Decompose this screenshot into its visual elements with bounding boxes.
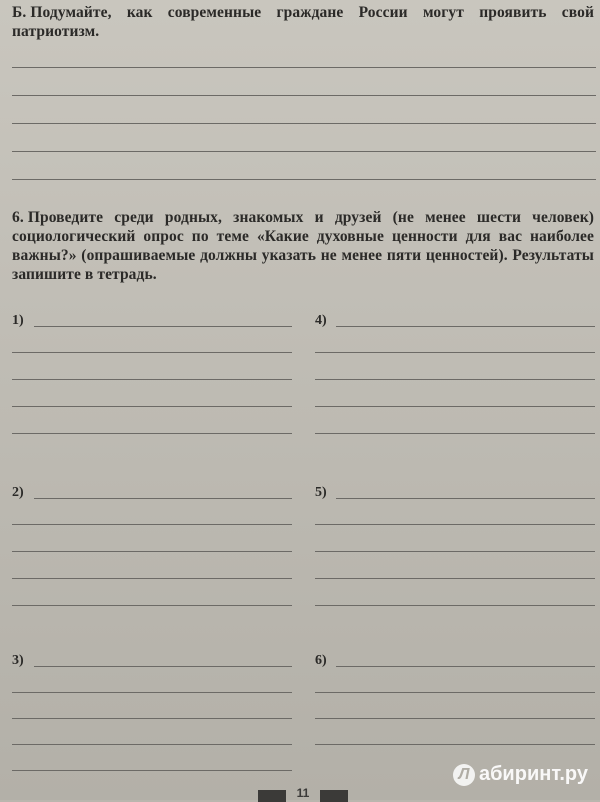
task-b	[12, 3, 594, 41]
answer-line[interactable]	[12, 123, 596, 124]
task-6-text: Проведите среди родных, знакомых и друзей (не менее шести человек) социологический опрос по теме «Какие духовные ценности для вас наиболее важны?» (опрашиваемые должны указать не менее пяти ценностей). Результаты запишите в тетрадь.	[12, 209, 594, 283]
answer-line[interactable]	[34, 326, 292, 327]
answer-line[interactable]	[315, 605, 595, 606]
footer-bar-left	[258, 790, 286, 802]
answer-line[interactable]	[315, 433, 595, 434]
slot-label-4: 4)	[315, 313, 327, 328]
answer-line[interactable]	[12, 744, 292, 745]
answer-line[interactable]	[336, 326, 595, 327]
answer-line[interactable]	[12, 718, 292, 719]
page-number: 11	[296, 786, 310, 800]
footer-bar-right	[320, 790, 348, 802]
answer-line[interactable]	[12, 352, 292, 353]
answer-line[interactable]	[12, 551, 292, 552]
answer-line[interactable]	[315, 578, 595, 579]
answer-line[interactable]	[12, 151, 596, 152]
slot-label-1: 1)	[12, 313, 24, 328]
answer-line[interactable]	[12, 524, 292, 525]
task-b-number: Б.	[12, 4, 27, 21]
answer-line[interactable]	[315, 744, 595, 745]
answer-line[interactable]	[12, 406, 292, 407]
answer-line[interactable]	[12, 67, 596, 68]
labirint-logo-icon: Л	[453, 764, 475, 786]
slot-label-6: 6)	[315, 653, 327, 668]
answer-line[interactable]	[315, 352, 595, 353]
answer-line[interactable]	[315, 692, 595, 693]
answer-line[interactable]	[12, 179, 596, 180]
answer-line[interactable]	[336, 498, 595, 499]
task-b-text: Подумайте, как современные граждане России могут проявить свой патриотизм.	[12, 4, 594, 40]
answer-line[interactable]	[12, 95, 596, 96]
watermark	[453, 763, 588, 786]
answer-line[interactable]	[12, 433, 292, 434]
answer-line[interactable]	[12, 770, 292, 771]
answer-line[interactable]	[34, 666, 292, 667]
answer-line[interactable]	[336, 666, 595, 667]
answer-line[interactable]	[315, 718, 595, 719]
answer-line[interactable]	[12, 379, 292, 380]
answer-line[interactable]	[315, 406, 595, 407]
answer-line[interactable]	[12, 692, 292, 693]
answer-line[interactable]	[12, 605, 292, 606]
task-6	[12, 208, 594, 284]
answer-line[interactable]	[315, 524, 595, 525]
answer-line[interactable]	[12, 578, 292, 579]
slot-label-2: 2)	[12, 485, 24, 500]
answer-line[interactable]	[315, 379, 595, 380]
answer-line[interactable]	[315, 551, 595, 552]
task-6-number: 6.	[12, 209, 24, 226]
answer-line[interactable]	[34, 498, 292, 499]
slot-label-5: 5)	[315, 485, 327, 500]
slot-label-3: 3)	[12, 653, 24, 668]
watermark-text: абиринт.ру	[478, 763, 588, 785]
